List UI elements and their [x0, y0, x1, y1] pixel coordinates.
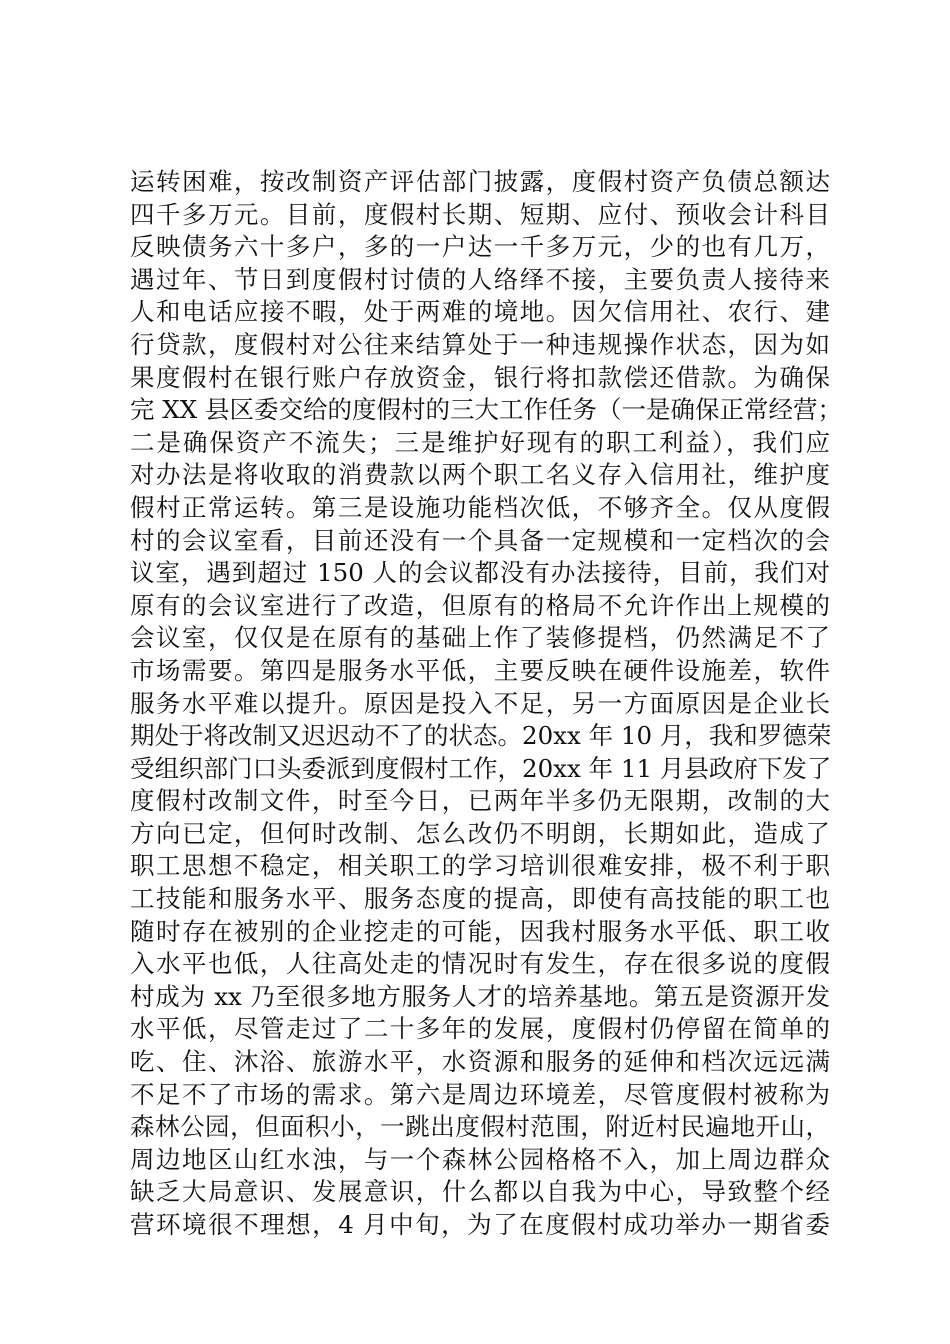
- text-line: 会议室，仅仅是在原有的基础上作了装修提档，仍然满足不了: [130, 623, 830, 653]
- text-line: 方向已定，但何时改制、怎么改仍不明朗，长期如此，造成了: [130, 818, 830, 848]
- text-line: 果度假村在银行账户存放资金，银行将扣款偿还借款。为确保: [130, 362, 830, 392]
- text-line: 期处于将改制又迟迟动不了的状态。20xx 年 10 月，我和罗德荣: [130, 721, 832, 751]
- text-line: 完 XX 县区委交给的度假村的三大工作任务（一是确保正常经营；: [130, 395, 842, 425]
- text-line: 假村正常运转。第三是设施功能档次低，不够齐全。仅从度假: [130, 492, 830, 522]
- text-line: 原有的会议室进行了改造，但原有的格局不允许作出上规模的: [130, 590, 830, 620]
- text-line: 职工思想不稳定，相关职工的学习培训很难安排，极不利于职: [130, 851, 830, 881]
- text-line: 吃、住、沐浴、旅游水平，水资源和服务的延伸和档次远远满: [130, 1047, 830, 1077]
- text-line: 度假村改制文件，时至今日，已两年半多仍无限期，改制的大: [130, 786, 830, 816]
- text-line: 服务水平难以提升。原因是投入不足，另一方面原因是企业长: [130, 688, 830, 718]
- text-line: 水平低，尽管走过了二十多年的发展，度假村仍停留在简单的: [130, 1014, 830, 1044]
- text-line: 工技能和服务水平、服务态度的提高，即使有高技能的职工也: [130, 884, 830, 914]
- text-line: 反映债务六十多户，多的一户达一千多万元，少的也有几万，: [130, 232, 830, 262]
- text-line: 入水平也低，人往高处走的情况时有发生，存在很多说的度假: [130, 949, 830, 979]
- text-line: 村成为 xx 乃至很多地方服务人才的培养基地。第五是资源开发: [130, 981, 830, 1011]
- text-line: 二是确保资产不流失；三是维护好现有的职工利益），我们应: [130, 427, 830, 457]
- text-line: 受组织部门口头委派到度假村工作，20xx 年 11 月县政府下发了: [130, 753, 832, 783]
- text-line: 缺乏大局意识、发展意识，什么都以自我为中心，导致整个经: [130, 1177, 830, 1207]
- text-line: 人和电话应接不暇，处于两难的境地。因欠信用社、农行、建: [130, 297, 830, 327]
- text-line: 议室，遇到超过 150 人的会议都没有办法接待，目前，我们对: [130, 558, 830, 588]
- text-line: 不足不了市场的需求。第六是周边环境差，尽管度假村被称为: [130, 1079, 830, 1109]
- text-line: 四千多万元。目前，度假村长期、短期、应付、预收会计科目: [130, 199, 830, 229]
- text-line: 森林公园，但面积小，一跳出度假村范围，附近村民遍地开山，: [130, 1112, 830, 1142]
- text-line: 行贷款，度假村对公往来结算处于一种违规操作状态，因为如: [130, 329, 830, 359]
- body-text: [130, 166, 842, 1242]
- text-line: 运转困难，按改制资产评估部门披露，度假村资产负债总额达: [130, 167, 830, 196]
- text-line: 遇过年、节日到度假村讨债的人络绎不接，主要负责人接待来: [130, 264, 830, 294]
- text-line: 营环境很不理想，4 月中旬，为了在度假村成功举办一期省委: [130, 1210, 830, 1239]
- text-line: 村的会议室看，目前还没有一个具备一定规模和一定档次的会: [130, 525, 830, 555]
- text-line: 对办法是将收取的消费款以两个职工名义存入信用社，维护度: [130, 460, 830, 490]
- text-line: 随时存在被别的企业挖走的可能，因我村服务水平低、职工收: [130, 916, 830, 946]
- text-line: 周边地区山红水浊，与一个森林公园格格不入，加上周边群众: [130, 1144, 830, 1174]
- text-line: 市场需要。第四是服务水平低，主要反映在硬件设施差，软件: [130, 655, 830, 685]
